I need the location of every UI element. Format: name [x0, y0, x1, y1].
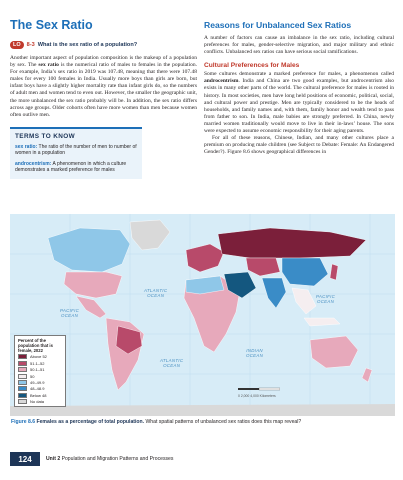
caption-title: Females as a percentage of total population.	[36, 419, 145, 425]
term-definition-sex-ratio: sex ratio: The ratio of the number of men to number of women in a population	[15, 143, 137, 157]
legend-item	[18, 367, 62, 372]
legend-label: Above 52	[30, 354, 47, 360]
greenland-shape	[130, 220, 170, 250]
southeast-asia-shape	[292, 288, 316, 314]
legend-swatch	[18, 354, 27, 359]
section-title-unbalanced: Reasons for Unbalanced Sex Ratios	[204, 20, 352, 30]
indonesia-shape	[304, 318, 340, 326]
japan-shape	[330, 264, 338, 280]
legend-swatch	[18, 386, 27, 391]
label-pacific-ocean-right: PACIFIC OCEAN	[316, 294, 336, 304]
lo-question: What is the sex ratio of a population?	[37, 42, 138, 48]
legend-item	[18, 399, 62, 404]
map-legend	[14, 335, 66, 407]
legend-swatch	[18, 367, 27, 372]
europe-shape	[186, 244, 224, 272]
lo-number: 8-3	[26, 42, 35, 48]
premium-paragraph: For all of these reasons, Chinese, Indian, and many other cultures place a premium on producing male children (see Subject to Debate: Female: An Endangered Gender?). Figure 8.6 shows geographical differences in	[204, 135, 394, 156]
label-indian-ocean: INDIAN OCEAN	[246, 348, 264, 358]
androcentrism-paragraph: Some cultures demonstrate a marked preference for males, a phenomenon called androcentrism. India and China are two good examples, but androcentrism also exists in many other parts of the world. The cultural preference for males is rooted in history. In most societies, men have long held positions of economic, political, social, and cultural power and prestige. Men are typically considered to be the heads of households, and family names and, with them, family honor and wealth tend to pass from father to son. In India, male babies are strongly preferred. In China, newly married women traditionally would move to live in their in-laws’ house. The sons were expected to assume economic responsibility for their aging parents.	[204, 71, 394, 135]
term-definition-androcentrism: androcentrism: A phenomenon in which a culture demonstrates a marked preference for males	[15, 160, 127, 174]
page-number: 124	[10, 452, 40, 466]
right-column	[204, 18, 394, 156]
lo-badge: LO	[10, 41, 24, 49]
subhead-cultural-preferences: Cultural Preferences for Males	[204, 62, 300, 70]
legend-label: No data	[30, 399, 45, 405]
footer-unit: Unit 2 Population and Migration Patterns and Processes	[46, 456, 174, 462]
new-zealand-shape	[362, 368, 372, 382]
terms-to-know-box	[10, 127, 142, 179]
page-footer	[10, 452, 173, 466]
central-asia-shape	[246, 258, 280, 276]
antarctica-shape	[10, 404, 395, 416]
australia-shape	[310, 336, 358, 368]
world-sex-ratio-map	[10, 214, 395, 416]
legend-label: 50	[30, 373, 35, 379]
sex-ratio-paragraph: Another important aspect of population composition is the makeup of a population by sex. The sex ratio is the numerical ratio of males to females in the population. For example, India’s sex ratio in 2019 was 107.48, meaning that there were 107.48 males for every 100 females in India. Usually more boys than girls are born, but infant boys have a slightly higher mortality rate than infant girls do, so the numbers of adult men and women tend to even out. However, the smaller the geographic unit, the more unbalanced the sex ratio probably will be. In addition, the sex ratio differs across age groups. Older cohorts often have more women than men because women often outlive men.	[10, 55, 197, 118]
legend-item	[18, 374, 62, 379]
legend-item	[18, 380, 62, 385]
legend-label: 48–48.9	[30, 386, 45, 392]
legend-item	[18, 361, 62, 366]
china-shape	[282, 258, 328, 286]
legend-label: 50.1–51	[30, 367, 45, 373]
legend-label: Below 48	[30, 392, 47, 398]
legend-swatch	[18, 380, 27, 385]
caption-label: Figure 8.6	[11, 419, 36, 425]
legend-title: Percent of the population that is female, 2022	[18, 338, 53, 353]
term-androcentrism: androcentrism	[204, 78, 239, 85]
legend-items	[18, 354, 62, 404]
term-sex-ratio: sex ratio	[38, 62, 59, 69]
terms-heading: TERMS TO KNOW	[15, 132, 76, 140]
label-atlantic-ocean-north: ATLANTIC OCEAN	[144, 288, 168, 298]
section-title-sex-ratio: The Sex Ratio	[10, 18, 93, 32]
scale-bar	[238, 387, 280, 393]
legend-item	[18, 354, 62, 359]
label-atlantic-ocean-south: ATLANTIC OCEAN	[160, 358, 184, 368]
legend-swatch	[18, 374, 27, 379]
canada-shape	[48, 228, 130, 272]
legend-swatch	[18, 361, 27, 366]
scale-text: 0 2,000 4,000 Kilometers	[238, 394, 276, 398]
learning-objective	[10, 41, 197, 49]
legend-label: 49–49.9	[30, 379, 45, 385]
legend-label: 51.1–52	[30, 360, 45, 366]
figure-caption	[11, 419, 361, 426]
legend-swatch	[18, 393, 27, 398]
unbalanced-intro-paragraph: A number of factors can cause an imbalance in the sex ratio, including cultural preferences for males, gender-selective migration, and major military and ethnic conflicts. Unbalanced sex ratios can have serious social ramifications.	[204, 35, 394, 56]
russia-shape	[218, 228, 366, 258]
legend-swatch	[18, 399, 27, 404]
legend-item	[18, 386, 62, 391]
left-column	[10, 18, 197, 179]
india-shape	[262, 278, 286, 308]
label-pacific-ocean-left: PACIFIC OCEAN	[60, 308, 80, 318]
legend-item	[18, 393, 62, 398]
caption-text: What spatial patterns of unbalanced sex ratios does this map reveal?	[145, 419, 302, 425]
mexico-shape	[76, 296, 106, 318]
